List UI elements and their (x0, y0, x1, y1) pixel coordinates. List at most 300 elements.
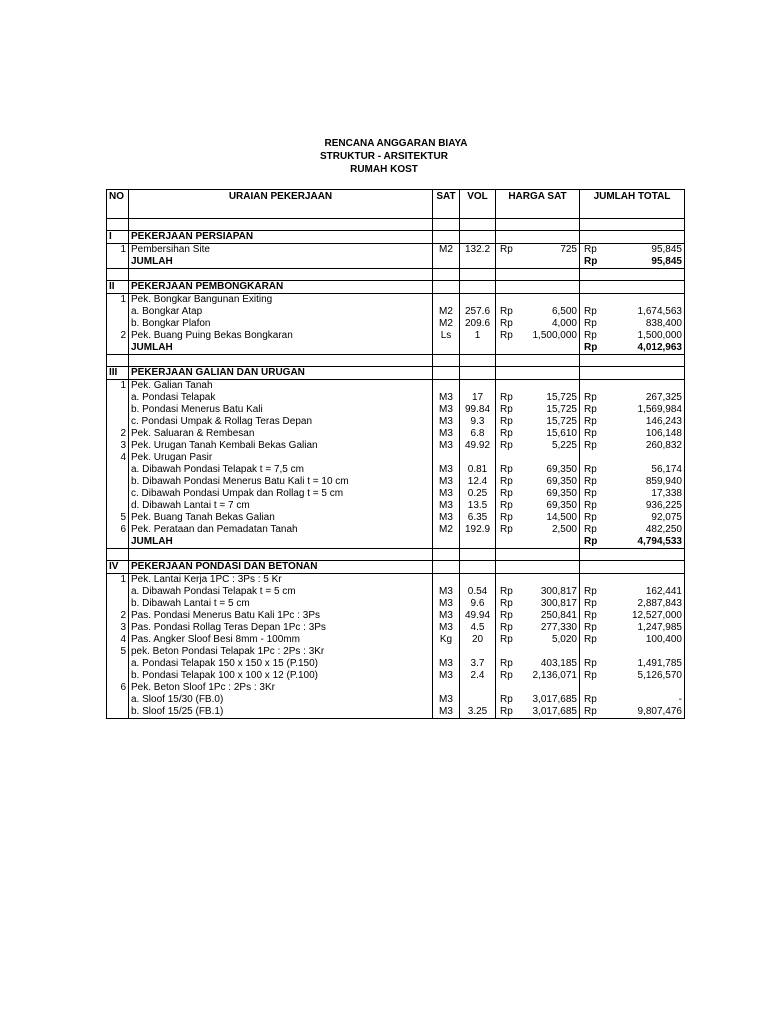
item-unit: M3 (433, 464, 460, 476)
item-volume: 99.84 (460, 404, 496, 416)
table-row (107, 524, 685, 536)
subtotal-label: JUMLAH (129, 536, 433, 549)
item-volume: 6.35 (460, 512, 496, 524)
item-volume: 132.2 (460, 244, 496, 257)
empty-cell (580, 646, 685, 658)
item-unit-price-value: 14,500 (546, 512, 577, 523)
header-jumlah-total: JUMLAH TOTAL (580, 190, 685, 219)
item-unit (433, 682, 460, 694)
spacer-row (107, 549, 685, 561)
item-unit: M3 (433, 694, 460, 706)
item-unit-price-currency: Rp (500, 610, 513, 621)
empty-cell (460, 231, 496, 244)
item-unit-price (496, 598, 580, 610)
item-unit-price (496, 404, 580, 416)
item-volume (460, 574, 496, 587)
empty-cell (460, 219, 496, 231)
item-total-value: 859,940 (645, 476, 682, 487)
table-row (107, 598, 685, 610)
table-row (107, 694, 685, 706)
subtotal-amount-currency: Rp (584, 256, 598, 267)
item-unit: M3 (433, 512, 460, 524)
item-number: 1 (107, 380, 129, 393)
item-description: b. Sloof 15/25 (FB.1) (129, 706, 433, 719)
item-description: Pek. Lantai Kerja 1PC : 3Ps : 5 Kr (129, 574, 433, 587)
item-total-value: 146,243 (645, 416, 682, 427)
item-unit (433, 452, 460, 464)
section-number: II (107, 281, 129, 294)
item-number (107, 476, 129, 488)
item-number: 6 (107, 524, 129, 536)
spacer-row (107, 355, 685, 367)
item-description: a. Dibawah Pondasi Telapak t = 5 cm (129, 586, 433, 598)
subtotal-amount-value: 95,845 (651, 256, 682, 267)
item-volume: 13.5 (460, 500, 496, 512)
section-title: PEKERJAAN GALIAN DAN URUGAN (129, 367, 433, 380)
table-row (107, 416, 685, 428)
table-row (107, 404, 685, 416)
item-total (580, 318, 685, 330)
item-number: 3 (107, 622, 129, 634)
item-unit-price-value: 5,225 (551, 440, 577, 451)
item-total (580, 622, 685, 634)
header-no: NO (107, 190, 129, 219)
table-row (107, 706, 685, 719)
item-number: 1 (107, 244, 129, 257)
item-total (580, 512, 685, 524)
document-title-block (0, 137, 768, 176)
subtotal-label: JUMLAH (129, 342, 433, 355)
empty-cell (433, 342, 460, 355)
empty-cell (580, 219, 685, 231)
section-title: PEKERJAAN PONDASI DAN BETONAN (129, 561, 433, 574)
item-unit: Ls (433, 330, 460, 342)
item-unit-price-value: 2,500 (551, 524, 577, 535)
item-total-value: 95,845 (651, 244, 682, 255)
item-description: Pas. Angker Sloof Besi 8mm - 100mm (129, 634, 433, 646)
subtotal-amount-currency: Rp (584, 342, 598, 353)
item-unit-price-value: 15,725 (546, 416, 577, 427)
item-total-value: 17,338 (651, 488, 682, 499)
item-total-currency: Rp (584, 658, 597, 669)
empty-cell (107, 355, 129, 367)
item-unit-price-currency: Rp (500, 404, 513, 415)
item-total-currency: Rp (584, 610, 597, 621)
spacer-row (107, 219, 685, 231)
section-number: III (107, 367, 129, 380)
item-unit-price-value: 3,017,685 (532, 706, 577, 717)
table-row (107, 330, 685, 342)
item-total-currency: Rp (584, 416, 597, 427)
empty-cell (107, 269, 129, 281)
empty-cell (433, 355, 460, 367)
section-title: PEKERJAAN PERSIAPAN (129, 231, 433, 244)
section-header-row (107, 561, 685, 574)
item-total-currency: Rp (584, 476, 597, 487)
item-unit-price-currency: Rp (500, 622, 513, 633)
item-volume: 49.94 (460, 610, 496, 622)
item-description: d. Dibawah Lantai t = 7 cm (129, 500, 433, 512)
item-volume: 12.4 (460, 476, 496, 488)
item-number: 3 (107, 440, 129, 452)
subtotal-amount-value: 4,794,533 (637, 536, 682, 547)
subtotal-amount-currency: Rp (584, 536, 598, 547)
item-unit-price-value: 69,350 (546, 500, 577, 511)
empty-cell (496, 256, 580, 269)
item-number: 4 (107, 452, 129, 464)
item-total-currency: Rp (584, 488, 597, 499)
item-total-currency: Rp (584, 706, 597, 717)
section-number: I (107, 231, 129, 244)
item-number: 2 (107, 428, 129, 440)
empty-cell (460, 342, 496, 355)
empty-cell (496, 342, 580, 355)
item-number (107, 658, 129, 670)
item-unit: M2 (433, 318, 460, 330)
empty-cell (433, 549, 460, 561)
item-number (107, 500, 129, 512)
item-unit-price-value: 69,350 (546, 464, 577, 475)
item-unit-price-currency: Rp (500, 488, 513, 499)
item-total-currency: Rp (584, 512, 597, 523)
item-description: Pek. Saluaran & Rembesan (129, 428, 433, 440)
item-unit-price (496, 306, 580, 318)
item-unit-price (496, 416, 580, 428)
title-line-1: RENCANA ANGGARAN BIAYA (324, 138, 468, 149)
section-header-row (107, 281, 685, 294)
item-unit-price (496, 476, 580, 488)
empty-cell (496, 231, 580, 244)
item-number: 1 (107, 574, 129, 587)
item-total (580, 598, 685, 610)
table-row (107, 670, 685, 682)
item-total-currency: Rp (584, 464, 597, 475)
item-unit-price-currency: Rp (500, 428, 513, 439)
item-description: b. Pondasi Telapak 100 x 100 x 12 (P.100) (129, 670, 433, 682)
empty-cell (496, 380, 580, 393)
table-row (107, 244, 685, 257)
empty-cell (460, 561, 496, 574)
item-total (580, 306, 685, 318)
item-total-currency: Rp (584, 622, 597, 633)
item-number (107, 598, 129, 610)
item-unit (433, 294, 460, 307)
item-total-currency: Rp (584, 634, 597, 645)
item-number (107, 416, 129, 428)
item-unit-price-value: 15,725 (546, 392, 577, 403)
empty-cell (496, 355, 580, 367)
item-total-currency: Rp (584, 524, 597, 535)
subtotal-row (107, 536, 685, 549)
empty-cell (107, 256, 129, 269)
item-unit-price-currency: Rp (500, 306, 513, 317)
item-total-currency: Rp (584, 306, 597, 317)
item-total-value: 106,148 (645, 428, 682, 439)
item-unit: M3 (433, 622, 460, 634)
item-number: 2 (107, 330, 129, 342)
item-number: 6 (107, 682, 129, 694)
item-total-value: 936,225 (645, 500, 682, 511)
table-row (107, 488, 685, 500)
item-unit-price-value: 15,610 (546, 428, 577, 439)
table-row (107, 622, 685, 634)
empty-cell (580, 452, 685, 464)
table-row (107, 428, 685, 440)
empty-cell (580, 380, 685, 393)
item-total-value: 12,527,000 (631, 610, 682, 621)
item-number (107, 586, 129, 598)
table-row (107, 306, 685, 318)
item-unit-price-currency: Rp (500, 706, 513, 717)
item-unit: M3 (433, 598, 460, 610)
item-total (580, 586, 685, 598)
empty-cell (460, 355, 496, 367)
item-description: b. Pondasi Menerus Batu Kali (129, 404, 433, 416)
item-total (580, 416, 685, 428)
item-volume (460, 682, 496, 694)
item-total-value: 482,250 (645, 524, 682, 535)
subtotal-row (107, 256, 685, 269)
item-total-currency: Rp (584, 330, 597, 341)
item-unit: M3 (433, 440, 460, 452)
item-unit-price-currency: Rp (500, 658, 513, 669)
empty-cell (496, 646, 580, 658)
item-unit-price (496, 330, 580, 342)
section-header-row (107, 367, 685, 380)
item-unit: M3 (433, 488, 460, 500)
empty-cell (433, 256, 460, 269)
header-row (107, 190, 685, 219)
table-row (107, 610, 685, 622)
item-description: Pek. Buang Tanah Bekas Galian (129, 512, 433, 524)
item-volume: 6.8 (460, 428, 496, 440)
empty-cell (433, 367, 460, 380)
empty-cell (129, 219, 433, 231)
item-unit-price-currency: Rp (500, 440, 513, 451)
item-total (580, 244, 685, 257)
item-unit: M2 (433, 524, 460, 536)
subtotal-amount (580, 536, 685, 549)
item-volume: 20 (460, 634, 496, 646)
item-volume: 2.4 (460, 670, 496, 682)
table-row (107, 318, 685, 330)
table-row (107, 658, 685, 670)
item-unit-price (496, 392, 580, 404)
item-total (580, 476, 685, 488)
item-unit: M3 (433, 416, 460, 428)
item-total-value: 260,832 (645, 440, 682, 451)
item-total (580, 524, 685, 536)
section-number: IV (107, 561, 129, 574)
item-unit-price-value: 300,817 (540, 586, 577, 597)
item-unit-price (496, 610, 580, 622)
item-total-value: 100,400 (645, 634, 682, 645)
item-unit-price-currency: Rp (500, 512, 513, 523)
empty-cell (107, 219, 129, 231)
item-total-currency: Rp (584, 440, 597, 451)
empty-cell (129, 549, 433, 561)
empty-cell (460, 367, 496, 380)
empty-cell (580, 561, 685, 574)
item-unit-price (496, 500, 580, 512)
item-description: a. Bongkar Atap (129, 306, 433, 318)
item-total (580, 694, 685, 706)
empty-cell (129, 355, 433, 367)
item-number: 5 (107, 512, 129, 524)
table-row (107, 500, 685, 512)
item-total-value: 9,807,476 (637, 706, 682, 717)
item-total (580, 488, 685, 500)
item-description: Pek. Urugan Tanah Kembali Bekas Galian (129, 440, 433, 452)
empty-cell (460, 256, 496, 269)
empty-cell (433, 281, 460, 294)
item-unit-price-currency: Rp (500, 318, 513, 329)
empty-cell (460, 269, 496, 281)
empty-cell (580, 549, 685, 561)
empty-cell (580, 355, 685, 367)
item-unit-price-value: 300,817 (540, 598, 577, 609)
item-unit: M3 (433, 476, 460, 488)
item-description: pek. Beton Pondasi Telapak 1Pc : 2Ps : 3Kr (129, 646, 433, 658)
item-total-currency: Rp (584, 586, 597, 597)
item-volume: 49.92 (460, 440, 496, 452)
item-unit-price-value: 277,330 (540, 622, 577, 633)
item-unit-price (496, 694, 580, 706)
subtotal-label: JUMLAH (129, 256, 433, 269)
item-unit: M2 (433, 244, 460, 257)
item-unit-price (496, 464, 580, 476)
item-volume (460, 380, 496, 393)
empty-cell (460, 549, 496, 561)
item-volume: 3.25 (460, 706, 496, 719)
item-description: Pek. Perataan dan Pemadatan Tanah (129, 524, 433, 536)
item-unit: M3 (433, 706, 460, 719)
table-row (107, 634, 685, 646)
item-description: Pek. Galian Tanah (129, 380, 433, 393)
item-description: a. Dibawah Pondasi Telapak t = 7,5 cm (129, 464, 433, 476)
header-sat: SAT (433, 190, 460, 219)
item-description: b. Bongkar Plafon (129, 318, 433, 330)
item-total (580, 670, 685, 682)
empty-cell (496, 682, 580, 694)
item-unit: M3 (433, 610, 460, 622)
item-unit-price-currency: Rp (500, 392, 513, 403)
item-total-currency: Rp (584, 428, 597, 439)
empty-cell (580, 682, 685, 694)
item-description: c. Pondasi Umpak & Rollag Teras Depan (129, 416, 433, 428)
item-description: Pek. Bongkar Bangunan Exiting (129, 294, 433, 307)
item-unit-price-value: 69,350 (546, 488, 577, 499)
item-total (580, 610, 685, 622)
item-total (580, 392, 685, 404)
item-total-value: 56,174 (651, 464, 682, 475)
table-body (107, 219, 685, 719)
item-description: c. Dibawah Pondasi Umpak dan Rollag t = 5 cm (129, 488, 433, 500)
item-unit-price (496, 586, 580, 598)
item-total-value: 92,075 (651, 512, 682, 523)
item-total-value: - (678, 694, 682, 705)
item-total-currency: Rp (584, 318, 597, 329)
item-total (580, 404, 685, 416)
item-unit-price-currency: Rp (500, 464, 513, 475)
empty-cell (433, 219, 460, 231)
item-unit-price-currency: Rp (500, 500, 513, 511)
item-unit-price-value: 1,500,000 (532, 330, 577, 341)
item-unit-price-currency: Rp (500, 476, 513, 487)
section-title: PEKERJAAN PEMBONGKARAN (129, 281, 433, 294)
item-unit-price-value: 15,725 (546, 404, 577, 415)
item-number (107, 670, 129, 682)
item-unit-price-value: 69,350 (546, 476, 577, 487)
item-unit-price (496, 524, 580, 536)
item-volume: 9.3 (460, 416, 496, 428)
item-unit: M3 (433, 500, 460, 512)
item-total-currency: Rp (584, 500, 597, 511)
item-volume: 0.81 (460, 464, 496, 476)
item-total (580, 658, 685, 670)
subtotal-amount (580, 256, 685, 269)
item-number: 5 (107, 646, 129, 658)
item-description: a. Pondasi Telapak 150 x 150 x 15 (P.150) (129, 658, 433, 670)
item-number (107, 488, 129, 500)
item-total-value: 162,441 (645, 586, 682, 597)
item-unit-price-value: 725 (560, 244, 577, 255)
empty-cell (496, 281, 580, 294)
item-number (107, 706, 129, 719)
table-row (107, 586, 685, 598)
empty-cell (580, 574, 685, 587)
item-volume: 192.9 (460, 524, 496, 536)
item-description: a. Pondasi Telapak (129, 392, 433, 404)
header-uraian: URAIAN PEKERJAAN (129, 190, 433, 219)
item-total-currency: Rp (584, 244, 597, 255)
item-total-value: 1,247,985 (637, 622, 682, 633)
item-unit-price (496, 634, 580, 646)
item-unit: M2 (433, 306, 460, 318)
item-description: Pek. Buang Puing Bekas Bongkaran (129, 330, 433, 342)
budget-table (106, 189, 685, 719)
empty-cell (496, 219, 580, 231)
item-total-currency: Rp (584, 598, 597, 609)
header-harga-sat: HARGA SAT (496, 190, 580, 219)
item-total-value: 5,126,570 (637, 670, 682, 681)
table-row (107, 512, 685, 524)
item-total-value: 2,887,843 (637, 598, 682, 609)
item-total-value: 267,325 (645, 392, 682, 403)
item-number: 4 (107, 634, 129, 646)
empty-cell (580, 281, 685, 294)
item-unit-price-currency: Rp (500, 694, 513, 705)
item-total (580, 500, 685, 512)
section-header-row (107, 231, 685, 244)
item-number (107, 464, 129, 476)
table-row (107, 392, 685, 404)
empty-cell (129, 269, 433, 281)
item-description: Pek. Urugan Pasir (129, 452, 433, 464)
item-volume: 3.7 (460, 658, 496, 670)
item-unit-price (496, 670, 580, 682)
item-total-value: 1,491,785 (637, 658, 682, 669)
item-unit (433, 646, 460, 658)
title-line-2: STRUKTUR - ARSITEKTUR (320, 151, 448, 162)
item-total-value: 1,569,984 (637, 404, 682, 415)
empty-cell (433, 561, 460, 574)
item-description: a. Sloof 15/30 (FB.0) (129, 694, 433, 706)
item-description: Pek. Beton Sloof 1Pc : 2Ps : 3Kr (129, 682, 433, 694)
item-unit-price-currency: Rp (500, 330, 513, 341)
item-unit-price-value: 6,500 (551, 306, 577, 317)
item-unit-price (496, 440, 580, 452)
